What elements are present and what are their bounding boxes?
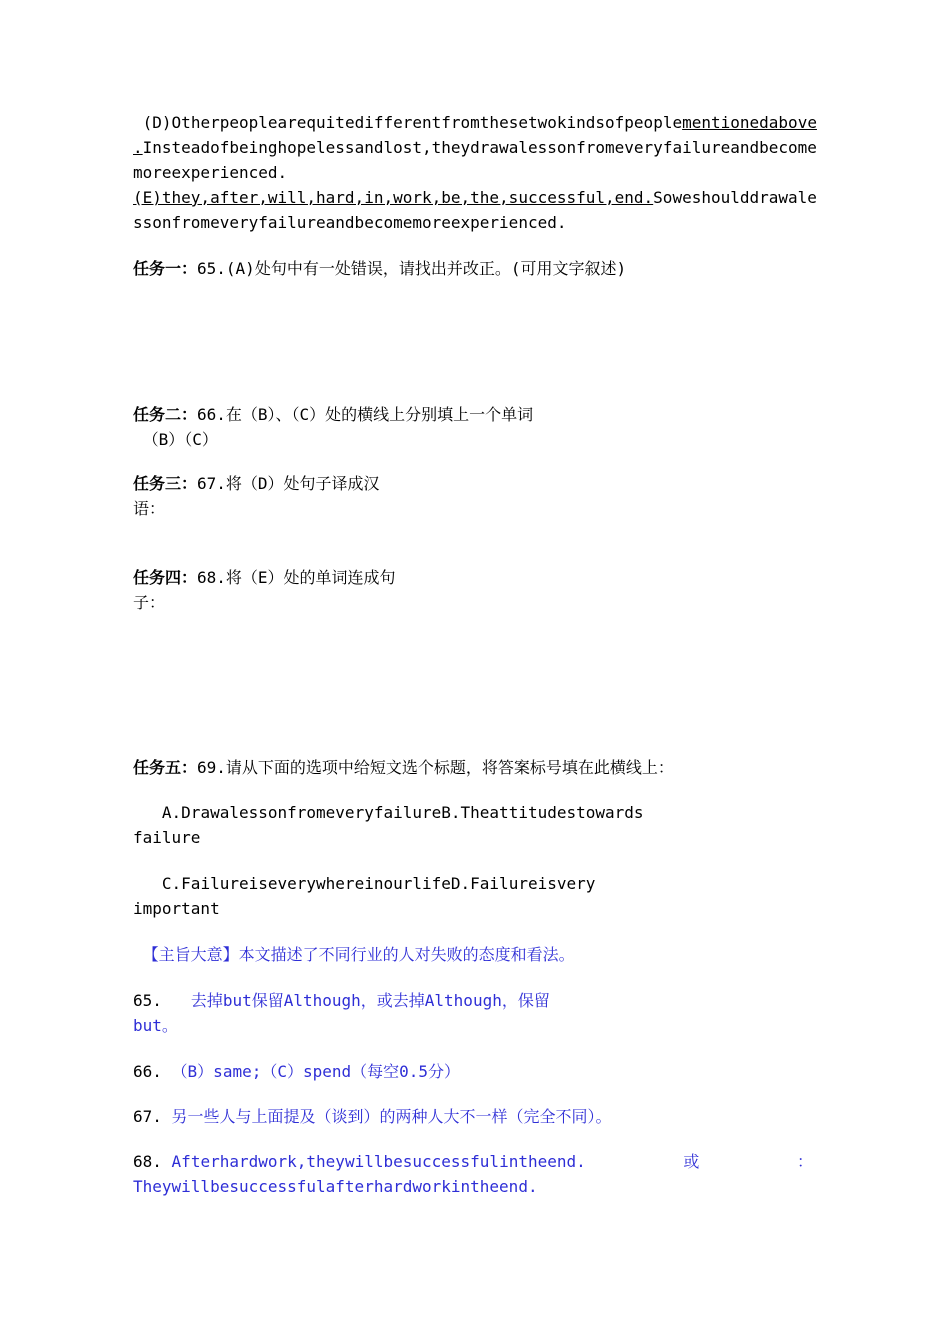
options-cd [133,871,595,896]
answer-66-num: 66. [133,1062,162,1081]
task-5-text: 69.请从下面的选项中给短文选个标题，将答案标号填在此横线上： [197,758,674,777]
task-4-cont: 子： [133,593,166,612]
task-2-blanks: （B）（C） [142,430,218,449]
passage-d-line-2 [133,135,817,160]
task-2-sub [133,427,218,452]
task-3 [133,471,380,496]
task-2 [133,402,533,427]
answer-68-text: Afterhardwork,theywillbesuccessfulintheend. [171,1152,586,1171]
answer-65-text: 去掉but保留Although，或去掉Although，保留 [190,991,550,1010]
answer-66 [133,1059,460,1084]
task-2-label: 任务二： [133,405,198,424]
task-4-label: 任务四： [133,568,198,587]
passage-e-rest: Soweshoulddrawale [653,188,817,207]
task-3-cont: 语： [133,499,166,518]
options-cd-cont: important [133,899,220,918]
passage-d-line-3: moreexperienced. [133,163,288,182]
main-idea [133,942,575,967]
task-1-text: 65.(A)处句中有一处错误，请找出并改正。(可用文字叙述) [197,259,627,278]
options-ab [133,800,644,825]
answer-68-main [133,1149,586,1174]
task-1-label: 任务一： [133,259,198,278]
passage-d-line2-underlined: . [133,138,143,157]
answer-68-colon: ： [796,1152,813,1171]
answer-68-num: 68. [133,1152,162,1171]
answer-65-cont: but。 [133,1016,178,1035]
task-4-text: 68.将（E）处的单词连成句 [197,568,396,587]
answer-68-or: 或 [683,1152,700,1171]
options-cd-text: C.FailureiseverywhereinourlifeD.Failureisvery [161,874,596,893]
answer-67 [133,1104,612,1129]
passage-d-underlined: mentionedabove [682,113,817,132]
answer-67-text: 另一些人与上面提及（谈到）的两种人大不一样（完全不同）。 [171,1107,612,1126]
answer-66-text: （B）same;（C）spend（每空0.5分） [171,1062,461,1081]
main-idea-text: 【主旨大意】本文描述了不同行业的人对失败的态度和看法。 [142,945,575,964]
task-3-label: 任务三： [133,474,198,493]
answer-65 [133,988,550,1013]
passage-d-text: Otherpeoplearequitedifferentfromthesetwokindsofpeople [171,113,683,132]
task-5 [133,755,674,780]
answer-65-num: 65. [133,991,162,1010]
task-2-text: 66.在（B）、（C）处的横线上分别填上一个单词 [197,405,534,424]
task-4 [133,565,396,590]
passage-e-line-1 [133,185,817,210]
options-ab-cont: failure [133,828,201,847]
answer-67-num: 67. [133,1107,162,1126]
passage-e-underlined: (E)they,after,will,hard,in,work,be,the,successful,end. [133,188,654,207]
task-5-label: 任务五： [133,758,198,777]
task-3-text: 67.将（D）处句子译成汉 [197,474,380,493]
task-1 [133,256,626,281]
passage-d-label: (D) [142,113,172,132]
answer-68-cont: Theywillbesuccessfulafterhardworkintheend. [133,1177,538,1196]
passage-d-line-1 [133,110,817,135]
answer-68 [133,1149,813,1174]
passage-d-line2-rest: Insteadofbeinghopelessandlost,theydrawalessonfromeveryfailureandbecome [142,138,817,157]
options-ab-text: A.DrawalessonfromeveryfailureB.Theattitudestowards [161,803,644,822]
passage-e-line-2: ssonfromeveryfailureandbecomemoreexperienced. [133,213,567,232]
